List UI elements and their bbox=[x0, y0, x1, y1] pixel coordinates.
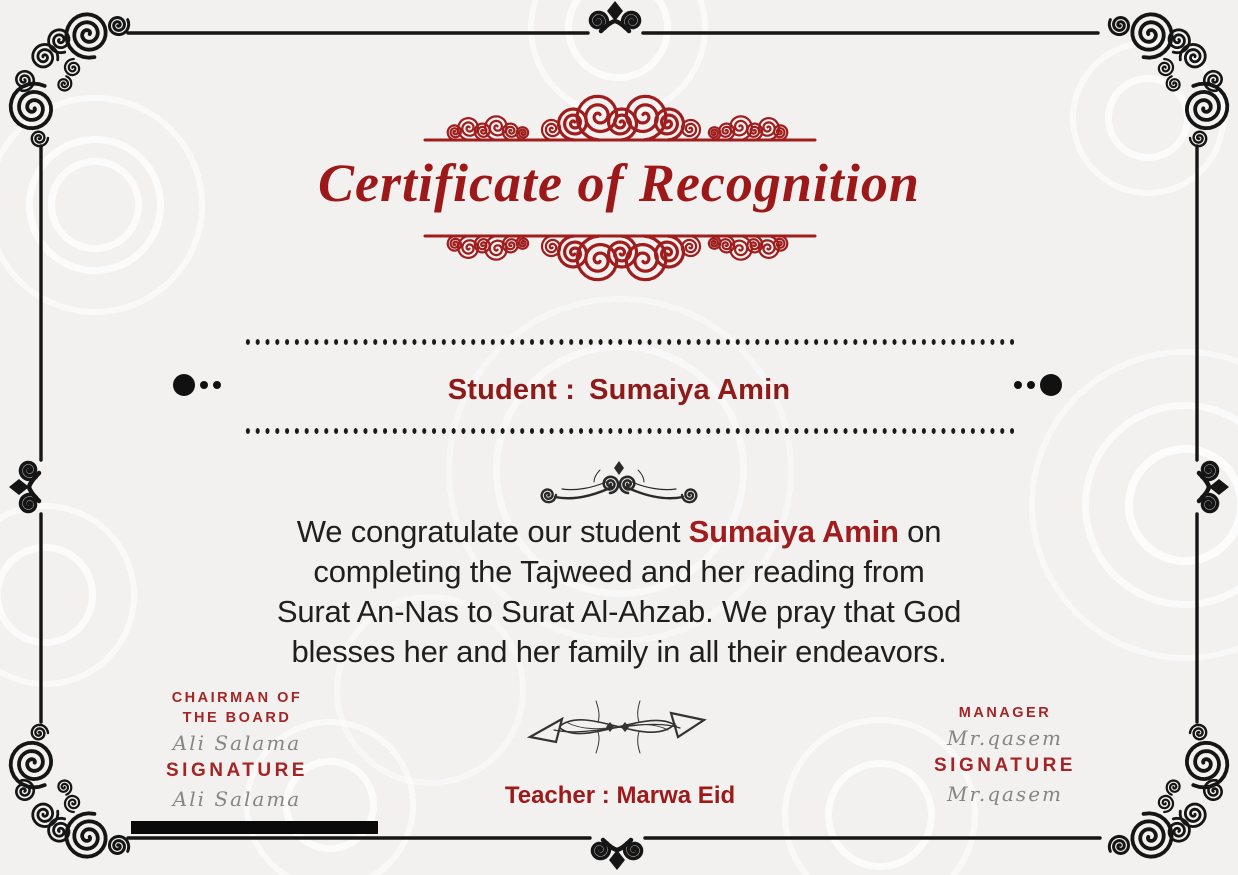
chairman-signature-label: SIGNATURE bbox=[166, 760, 308, 781]
chairman-role-line1: CHAIRMAN OF bbox=[171, 690, 303, 706]
body-text-segment: We congratulate our student bbox=[296, 514, 689, 549]
chairman-handwritten-bottom: Ali Salama bbox=[172, 787, 302, 811]
redaction-bar bbox=[131, 821, 378, 834]
chairman-signature-block bbox=[118, 688, 356, 812]
student-label: Student : bbox=[447, 374, 576, 406]
body-line-3: Surat An-Nas to Surat Al-Ahzab. We pray that God bbox=[276, 594, 962, 629]
student-name-highlight: Sumaiya Amin bbox=[688, 514, 899, 549]
chairman-role-line2: THE BOARD bbox=[182, 710, 292, 726]
manager-handwritten-bottom: Mr.qasem bbox=[947, 782, 1063, 806]
manager-signature-label: SIGNATURE bbox=[934, 755, 1076, 776]
body-line-4: blesses her and her family in all their endeavors. bbox=[291, 634, 947, 669]
body-line-2: completing the Tajweed and her reading from bbox=[313, 554, 925, 589]
manager-role: MANAGER bbox=[958, 705, 1052, 721]
body-text-segment: on bbox=[898, 514, 942, 549]
student-name: Sumaiya Amin bbox=[589, 374, 791, 406]
student-line bbox=[0, 374, 1238, 407]
chairman-handwritten-top: Ali Salama bbox=[172, 731, 302, 755]
body-line-1 bbox=[159, 512, 1079, 552]
manager-signature-block bbox=[888, 703, 1122, 807]
teacher-line: Teacher : Marwa Eid bbox=[504, 782, 736, 809]
certificate-body bbox=[159, 512, 1079, 672]
dotted-divider-top-icon bbox=[243, 339, 1015, 345]
dotted-divider-bottom-icon bbox=[243, 428, 1015, 434]
certificate-title: Certificate of Recognition bbox=[318, 153, 920, 213]
manager-handwritten-top: Mr.qasem bbox=[947, 726, 1063, 750]
